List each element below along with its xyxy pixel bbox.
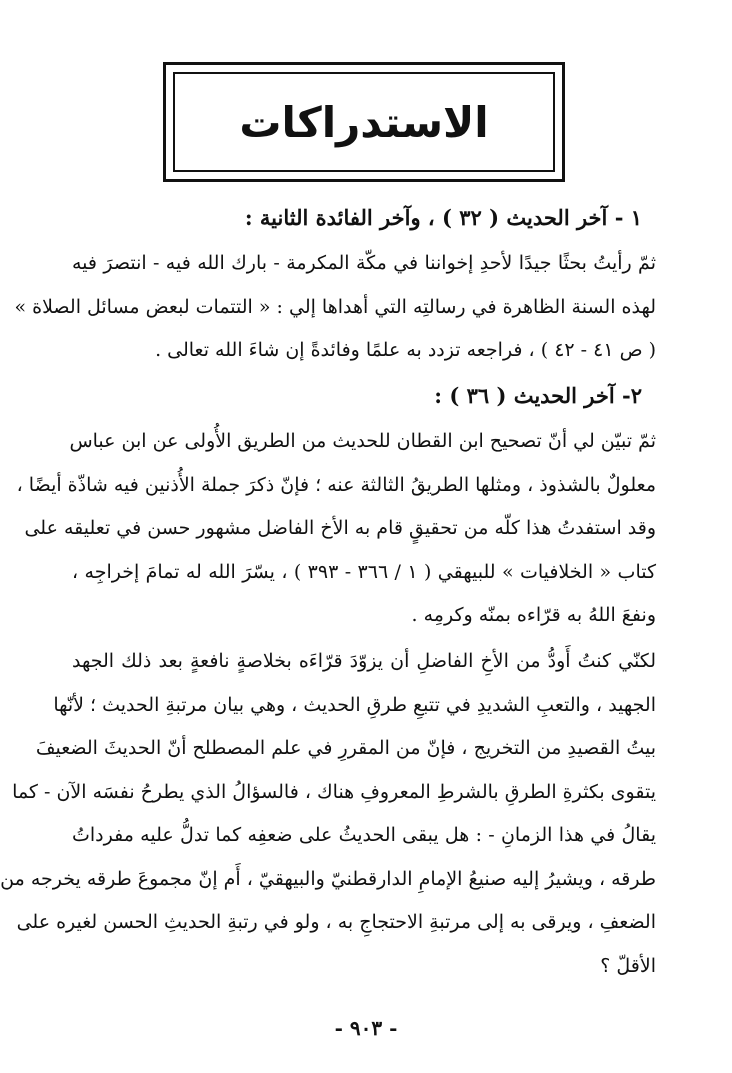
text-line: ونفعَ اللهُ به قرّاءه بمنّه وكرمِه . bbox=[411, 604, 656, 626]
text-line: بيتُ القصيدِ من التخريج ، فإنّ من المقررِ في علم المصطلح أنّ الحديثَ الضعيفَ bbox=[35, 737, 656, 759]
page-title: الاستدراكات bbox=[239, 97, 489, 147]
text-line: ثمّ تبيّن لي أنّ تصحيح ابن القطان للحديث من الطريق الأُولى عن ابن عباس bbox=[69, 430, 656, 452]
title-inner-frame bbox=[173, 72, 555, 172]
text-line: الضعفِ ، ويرقى به إلى مرتبةِ الاحتجاجِ به ، ولو في رتبةِ الحديثِ الحسن لغيره على bbox=[16, 911, 656, 933]
text-line: يتقوى بكثرةِ الطرقِ بالشرطِ المعروفِ هناك ، فالسؤالُ الذي يطرحُ نفسَه الآن - كما bbox=[12, 780, 656, 803]
text-line: وقد استفدتُ هذا كلّه من تحقيقٍ قام به الأخ الفاضل مشهور حسن في تعليقه على bbox=[24, 517, 656, 539]
page-number: - ٩٠٣ - bbox=[334, 1016, 398, 1040]
section-2-paragraph-2 bbox=[0, 640, 656, 988]
text-line: لهذه السنة الظاهرة في رسالتِه التي أهداها إلي : « التتمات لبعض مسائل الصلاة » bbox=[14, 295, 656, 318]
section-2-paragraph-1 bbox=[16, 420, 657, 638]
text-line: لكنّي كنتُ أَودُّ من الأخِ الفاضلِ أن يزوّدَ قرّاءَه بخلاصةٍ نافعةٍ بعد ذلك الجهد bbox=[72, 650, 656, 672]
text-line: كتاب « الخلافيات » للبيهقي ( ١ / ٣٦٦ - ٣٩٣ ) ، يسّرَ الله له تمامَ إخراجِه ، bbox=[72, 560, 657, 583]
text-line: يقالُ في هذا الزمانِ - : هل يبقى الحديثُ على ضعفِه كما تدلُّ عليه مفرداتُ bbox=[72, 824, 656, 846]
text-line: ( ص ٤١ - ٤٢ ) ، فراجعه تزدد به علمًا وفائدةً إن شاءَ الله تعالى . bbox=[155, 339, 656, 361]
section-1-heading: ١ - آخر الحديث ( ٣٢ ) ، وآخر الفائدة الثانية : bbox=[244, 205, 642, 230]
section-2-heading: ٢- آخر الحديث ( ٣٦ ) : bbox=[434, 383, 642, 408]
section-1-paragraph bbox=[14, 242, 656, 373]
text-line: الأقلّ ؟ bbox=[600, 954, 656, 977]
text-line: ثمّ رأيتُ بحثًا جيدًا لأحدِ إخواننا في مكّة المكرمة - بارك الله فيه - انتصرَ فيه bbox=[72, 252, 656, 274]
text-line: طرقه ، ويشيرُ إليه صنيعُ الإمامِ الدارقطنيّ والبيهقيّ ، أَم إنّ مجموعَ طرقه يخرجه من bbox=[0, 867, 656, 890]
text-line: الجهيد ، والتعبِ الشديدِ في تتبعِ طرقِ الحديث ، وهي بيان مرتبةِ الحديث ؛ لأنّها bbox=[53, 693, 656, 716]
text-line: معلولٌ بالشذوذ ، ومثلها الطريقُ الثالثة عنه ؛ فإنّ ذكرَ جملة الأُذنين فيه شاذّة أيضًا ، bbox=[16, 473, 656, 496]
title-frame bbox=[163, 62, 565, 182]
